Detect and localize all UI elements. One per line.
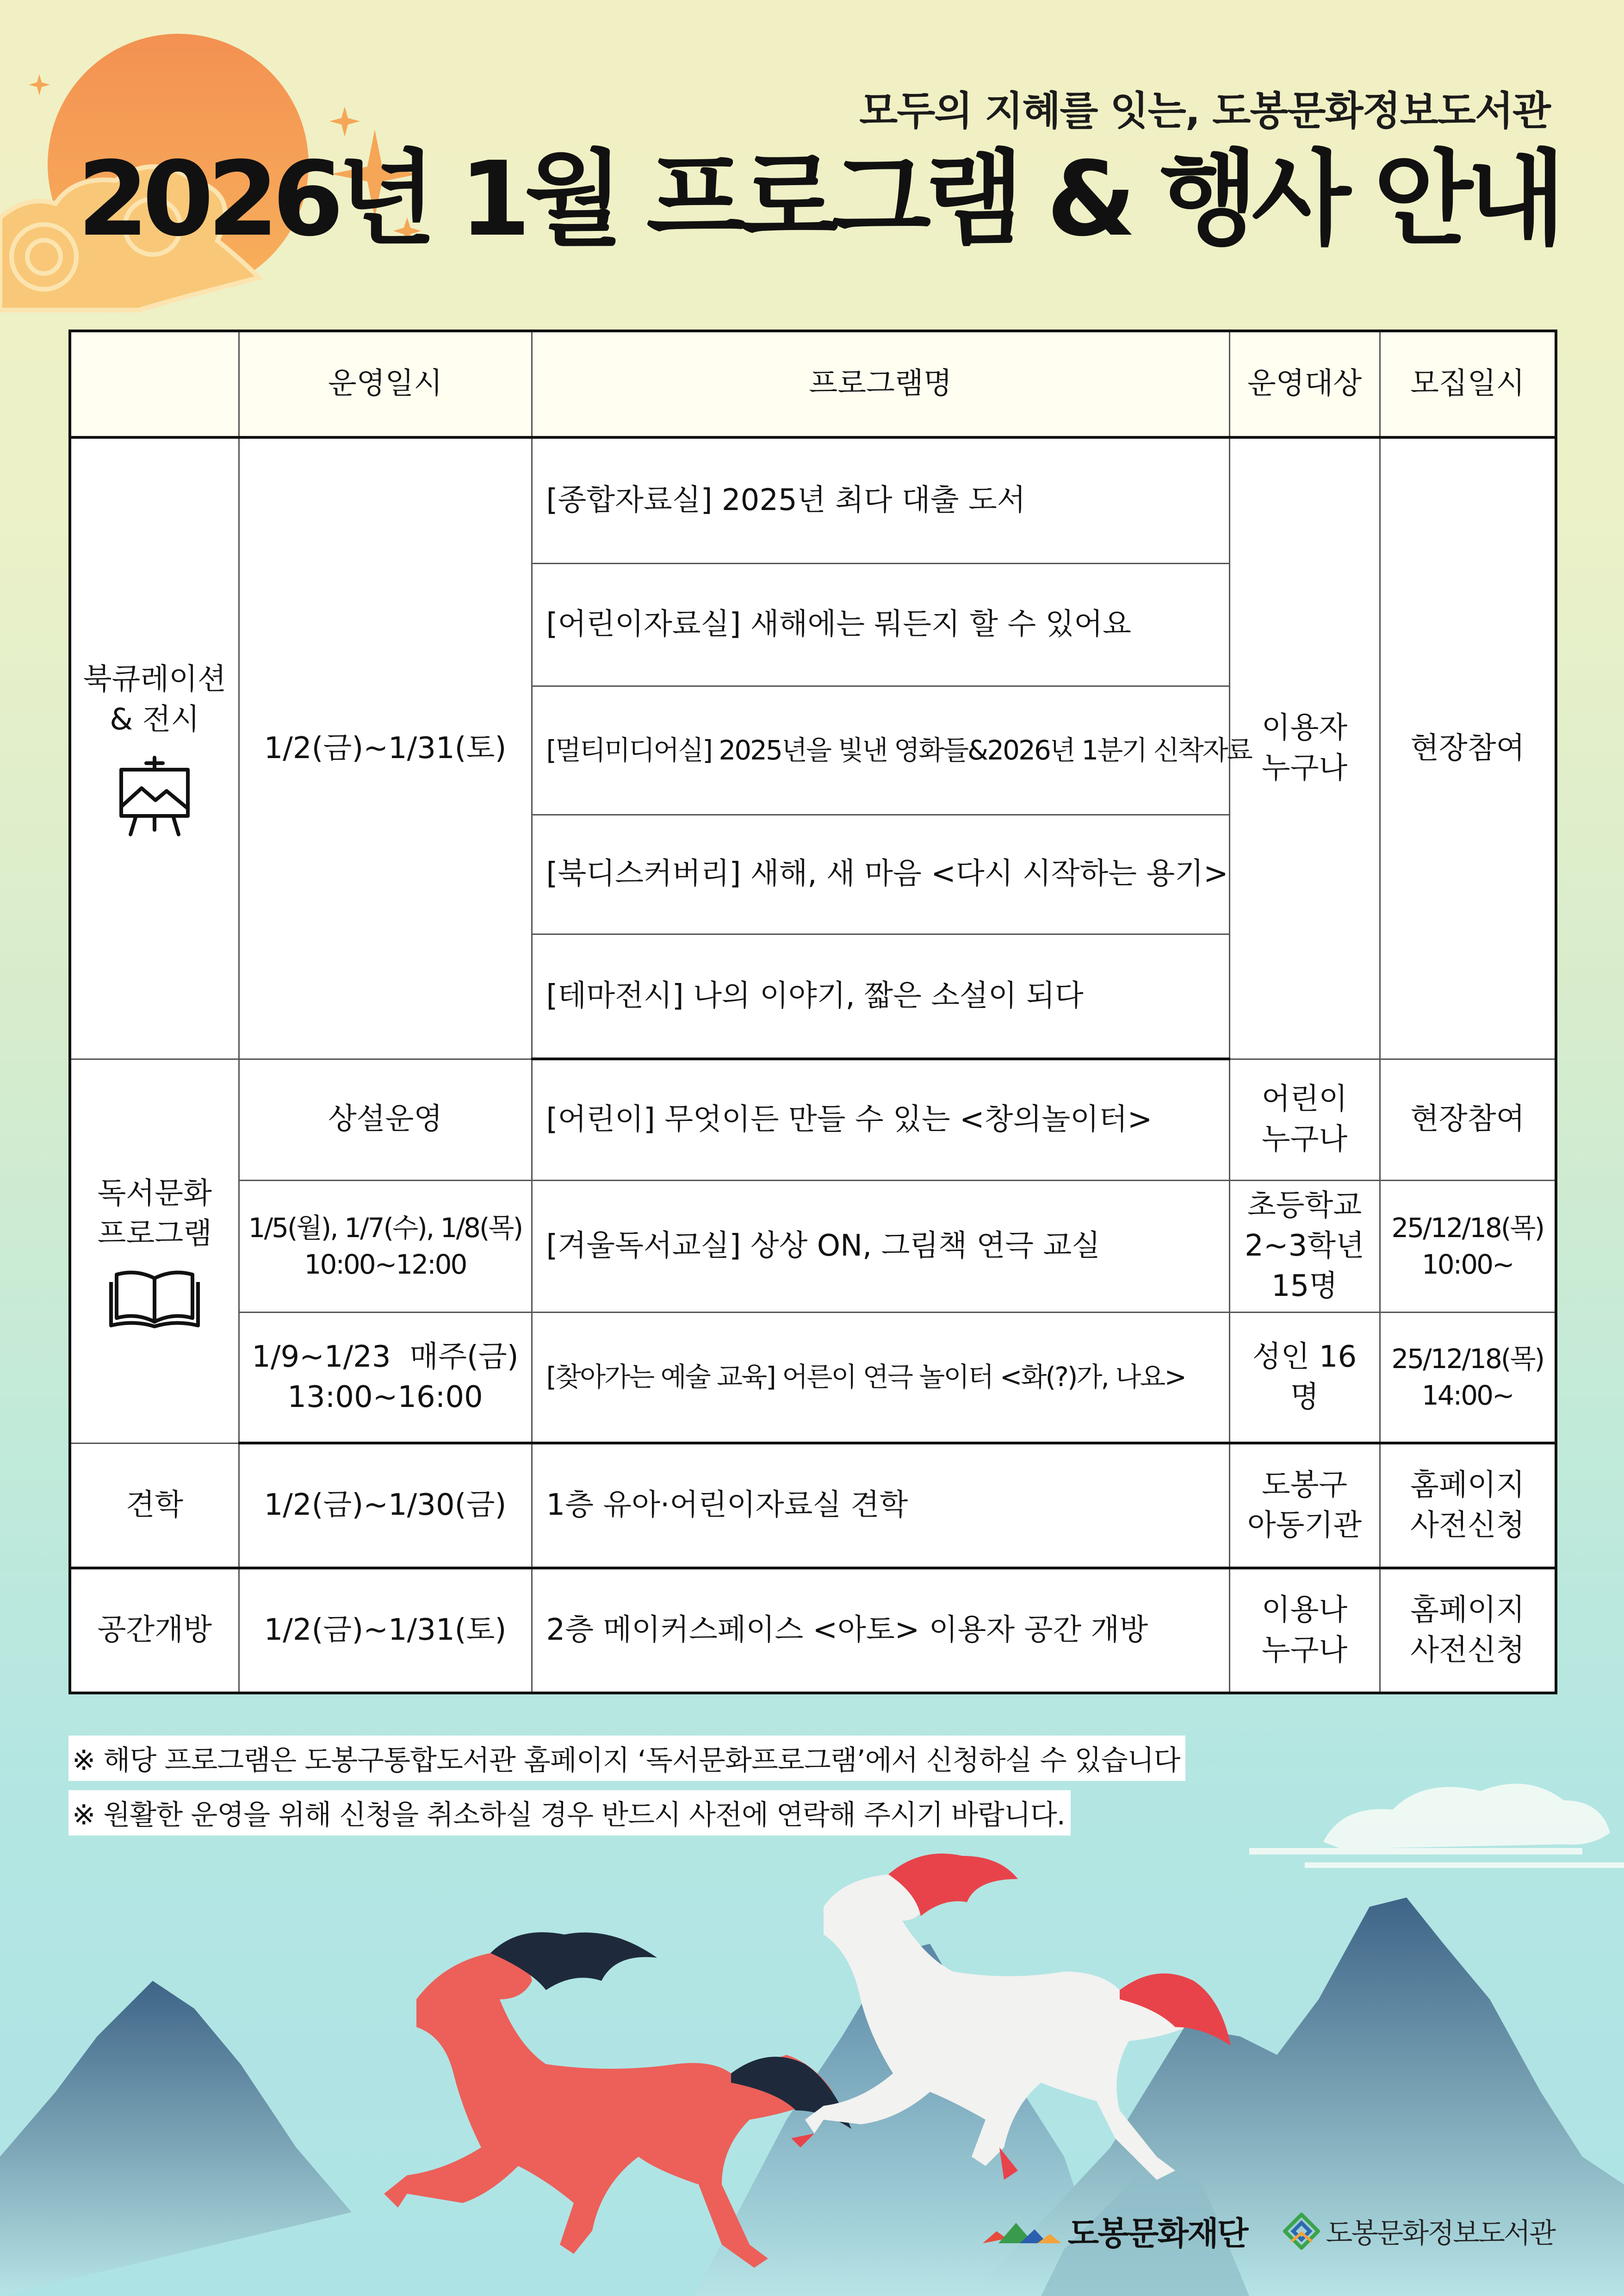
- easel-icon: [118, 754, 192, 837]
- program-cell: [종합자료실] 2025년 최다 대출 도서: [532, 437, 1229, 563]
- header-target: 운영대상: [1229, 331, 1380, 437]
- library-logo: [1283, 2211, 1555, 2251]
- category-cell: [70, 1059, 239, 1443]
- program-cell: [겨울독서교실] 상상 ON, 그림책 연극 교실: [532, 1180, 1229, 1312]
- program-cell: [테마전시] 나의 이야기, 짧은 소설이 되다: [532, 934, 1229, 1059]
- recruit-cell: 현장참여: [1380, 437, 1556, 1059]
- program-cell: [찾아가는 예술 교육] 어른이 연극 놀이터 <화(?)가, 나요>: [532, 1312, 1229, 1443]
- header-category: [70, 331, 239, 437]
- footer-logos: [983, 2208, 1555, 2254]
- foundation-logo-text: 도봉문화재단: [1067, 2215, 1247, 2252]
- table-row: [70, 1059, 1556, 1180]
- program-table: [68, 330, 1557, 1694]
- target-cell: 도봉구 아동기관: [1229, 1443, 1380, 1568]
- recruit-cell: 현장참여: [1380, 1059, 1556, 1180]
- target-cell: 초등학교 2~3학년 15명: [1229, 1180, 1380, 1312]
- table-row: [70, 1443, 1556, 1568]
- recruit-cell: 홈페이지 사전신청: [1380, 1443, 1556, 1568]
- target-cell: 어린이 누구나: [1229, 1059, 1380, 1180]
- date-cell: 1/2(금)~1/30(금): [239, 1443, 532, 1568]
- date-cell: 1/5(월), 1/7(수), 1/8(목) 10:00~12:00: [239, 1180, 532, 1312]
- category-cell: [70, 437, 239, 1059]
- table-header-row: [70, 331, 1556, 437]
- date-cell: 1/2(금)~1/31(토): [239, 437, 532, 1059]
- header-program: 프로그램명: [532, 331, 1229, 437]
- program-cell: 1층 유아·어린이자료실 견학: [532, 1443, 1229, 1568]
- category-label: 독서문화 프로그램: [97, 1176, 212, 1251]
- recruit-cell: 홈페이지 사전신청: [1380, 1568, 1556, 1693]
- header-recruit: 모집일시: [1380, 331, 1556, 437]
- target-cell: 성인 16명: [1229, 1312, 1380, 1443]
- library-logo-text: 도봉문화정보도서관: [1326, 2217, 1555, 2250]
- open-book-icon: [108, 1268, 201, 1328]
- program-cell: [멀티미디어실] 2025년을 빛낸 영화들&2026년 1분기 신착자료: [532, 686, 1229, 815]
- library-logo-icon: [1283, 2213, 1320, 2250]
- table-row: [70, 1180, 1556, 1312]
- table-row: [70, 1312, 1556, 1443]
- program-cell: 2층 메이커스페이스 <아토> 이용자 공간 개방: [532, 1568, 1229, 1693]
- foundation-logo: [983, 2208, 1247, 2254]
- recruit-cell: 25/12/18(목) 14:00~: [1380, 1312, 1556, 1443]
- note-apply: ※ 해당 프로그램은 도봉구통합도서관 홈페이지 ‘독서문화프로그램’에서 신청하실 수 있습니다: [68, 1736, 1185, 1781]
- page-subtitle: 모두의 지혜를 잇는, 도봉문화정보도서관: [859, 88, 1550, 134]
- page-title: 2026년 1월 프로그램 & 행사 안내: [77, 140, 1559, 259]
- category-cell: 견학: [70, 1443, 239, 1568]
- program-cell: [어린이자료실] 새해에는 뭐든지 할 수 있어요: [532, 563, 1229, 686]
- category-label: 북큐레이션 & 전시: [83, 662, 226, 737]
- date-cell: 상설운영: [239, 1059, 532, 1180]
- program-cell: [어린이] 무엇이든 만들 수 있는 <창의놀이터>: [532, 1059, 1229, 1180]
- category-cell: 공간개방: [70, 1568, 239, 1693]
- recruit-cell: 25/12/18(목) 10:00~: [1380, 1180, 1556, 1312]
- program-cell: [북디스커버리] 새해, 새 마음 <다시 시작하는 용기>: [532, 815, 1229, 934]
- table-row: [70, 1568, 1556, 1693]
- target-cell: 이용나 누구나: [1229, 1568, 1380, 1693]
- date-cell: 1/9~1/23 매주(금) 13:00~16:00: [239, 1312, 532, 1443]
- note-cancel: ※ 원활한 운영을 위해 신청을 취소하실 경우 반드시 사전에 연락해 주시기 바랍니다.: [68, 1790, 1071, 1836]
- target-cell: 이용자 누구나: [1229, 437, 1380, 1059]
- cloud-icon: [1249, 1784, 1624, 1865]
- table-row: [70, 437, 1556, 563]
- mountain-logo-icon: [983, 2217, 1061, 2245]
- header-date: 운영일시: [239, 331, 532, 437]
- date-cell: 1/2(금)~1/31(토): [239, 1568, 532, 1693]
